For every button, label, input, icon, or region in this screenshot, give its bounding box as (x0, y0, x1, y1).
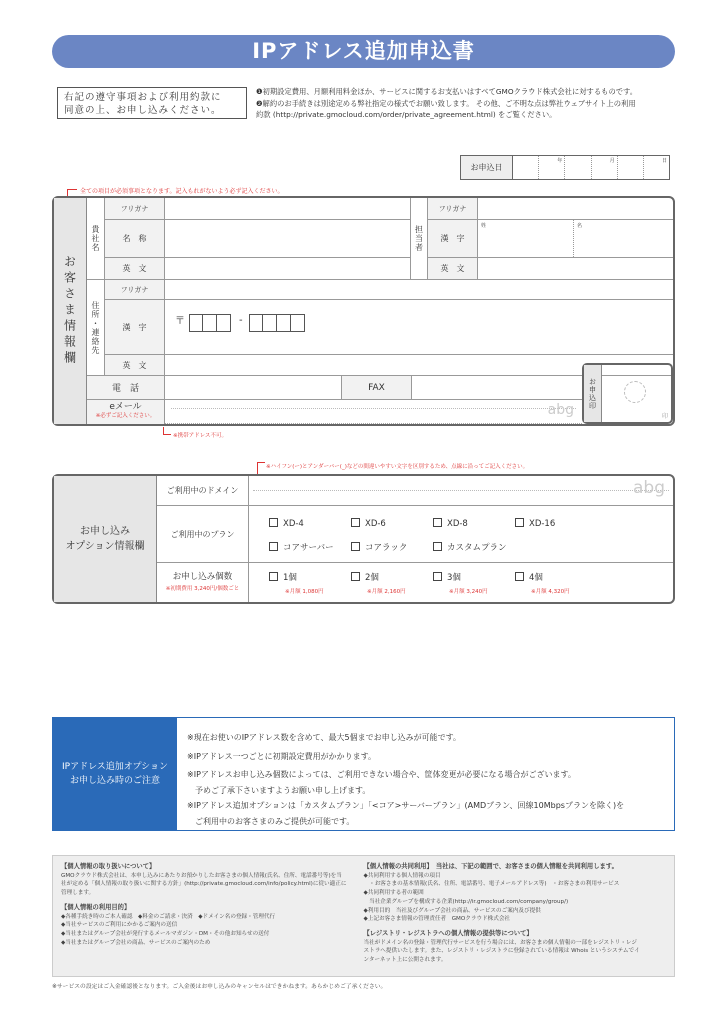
options-title-line: オプション情報欄 (65, 541, 145, 552)
email-guide-line (171, 408, 576, 409)
address-kanji-input[interactable] (165, 300, 673, 354)
privacy-heading: 【個人情報の取り扱いについて】 (61, 863, 156, 870)
mobile-note: ※携帯アドレス不可。 (173, 433, 227, 439)
postal-digit-box[interactable] (217, 314, 231, 332)
postal-digit-box[interactable] (203, 314, 217, 332)
month-mark: 月 (609, 158, 615, 164)
name-divider (573, 220, 574, 257)
address-furigana-input[interactable] (165, 280, 673, 299)
checkbox[interactable] (269, 572, 278, 581)
privacy-text: ストラへ提供いたします。また、レジストリ・レジストラに登録されている情報は Whois というシステムでイ (363, 948, 640, 955)
plan-label: ご利用中のプラン (157, 506, 249, 562)
domain-input[interactable] (249, 476, 673, 505)
checkbox[interactable] (433, 572, 442, 581)
company-furigana-input[interactable] (165, 198, 410, 219)
email-required-note: ※必ずご記入ください。 (95, 413, 156, 419)
caution-line: ※IPアドレス一つごとに初期設定費用がかかります。 (187, 751, 377, 761)
abg-guide: abg (547, 402, 574, 418)
application-date (460, 155, 670, 180)
company-english-input[interactable] (165, 258, 410, 279)
plan-core-server[interactable] (269, 541, 334, 553)
email-label-cell (87, 400, 165, 424)
count-row (157, 563, 673, 602)
notes (256, 86, 686, 121)
contact-english-row (428, 258, 673, 280)
caution-line: ※IPアドレス追加オプションは「カスタムプラン」「<コア>サーバープラン」(AMDプラン、回線10Mbpsプランを除く)を (187, 801, 625, 810)
plan-xd6[interactable] (351, 518, 386, 529)
seal-box[interactable] (602, 365, 671, 422)
postal-digit-box[interactable] (291, 314, 305, 332)
seal-mark: 印 (661, 413, 668, 420)
note-line: ❶初期設定費用、月額利用料金ほか、サービスに関するお支払いはすべてGMOクラウド株式会社に対するものです。 (256, 87, 638, 96)
privacy-text: ◆当社またはグループ会社が発行するメールマガジン・DM・その他お知らせの送付 (61, 930, 270, 937)
postal-boxes-1 (189, 314, 231, 332)
caution-head-line: お申し込み時のご注意 (69, 776, 160, 786)
checkbox[interactable] (351, 518, 360, 527)
note-line: 約款 (http://private.gmocloud.com/order/private_agreement.html) をご覧ください。 (256, 110, 557, 119)
count-1[interactable] (269, 571, 297, 583)
mobile-bracket (163, 427, 171, 435)
count-options (249, 563, 673, 602)
count-2[interactable] (351, 571, 379, 583)
date-label: お申込日 (461, 156, 513, 179)
domain-row (157, 476, 673, 506)
company-rows (105, 198, 410, 280)
postal-digit-box[interactable] (277, 314, 291, 332)
domain-abg-guide: abg (633, 478, 665, 498)
intro-line: 右記の遵守事項および利用約款に (64, 92, 222, 103)
privacy-text: ◆当社またはグループ会社の商品、サービスのご案内のため (61, 939, 211, 946)
company-group (87, 198, 105, 280)
plan-custom[interactable] (433, 541, 507, 553)
plan-core-rack[interactable] (351, 541, 407, 553)
privacy-heading: 【個人情報の共同利用】 当社は、下記の範囲で、お客さまの個人情報を共同利用します。 (363, 863, 618, 870)
customer-section-title: お客さま情報欄 (62, 255, 77, 367)
date-month-cell[interactable] (592, 156, 618, 179)
customer-section (52, 196, 675, 426)
address-group (87, 280, 105, 376)
fax-input[interactable] (412, 376, 582, 399)
agreement-intro (57, 87, 247, 119)
plan-label-text: XD-4 (283, 519, 304, 529)
contact-kanji-input[interactable] (478, 220, 673, 257)
count-text: 3個 (447, 573, 461, 583)
english-label: 英 文 (105, 258, 165, 279)
day-mark: 日 (662, 158, 668, 164)
plan-xd8[interactable] (433, 518, 468, 529)
seal-circle (624, 381, 646, 403)
privacy-heading: 【レジストリ・レジストラへの個人情報の提供等について】 (363, 929, 533, 937)
address-group-label: 住所・連絡先 (91, 300, 100, 355)
caution-line: ご利用中のお客さまのみご提供が可能です。 (187, 816, 355, 826)
footer-note: ※サービスの設定はご入金確認後となります。ご入金後はお申し込みのキャンセルはできかねます。あらかじめご了承ください。 (52, 984, 387, 990)
privacy-left (61, 862, 364, 970)
plan-xd16[interactable] (515, 518, 555, 529)
count-text: 2個 (365, 573, 379, 583)
postal-digit-box[interactable] (263, 314, 277, 332)
plan-label-text: XD-6 (365, 519, 386, 529)
count-label: お申し込み個数 (172, 571, 233, 582)
required-note: 全ての項目が必須事項となります。記入もれがないよう必ず記入ください。 (80, 188, 284, 195)
phone-label: 電 話 (87, 376, 165, 399)
options-section (52, 474, 675, 604)
privacy-text: 当社企業グループを構成する企業(http://ir.gmocloud.com/company/group/) (363, 898, 569, 905)
postal-dash: - (239, 315, 243, 326)
email-label: eメール (109, 402, 142, 412)
count-text: 1個 (283, 573, 297, 583)
caution-head (53, 718, 177, 830)
options-section-label (54, 476, 157, 602)
contact-rows (428, 198, 673, 280)
checkbox[interactable] (433, 518, 442, 527)
seal-area (582, 363, 673, 424)
address-kanji-label: 漢 字 (105, 300, 165, 354)
plan-options (249, 506, 673, 562)
caution-box (52, 717, 675, 831)
caution-line: ※IPアドレスお申し込み個数によっては、ご利用できない場合や、筐体変更が必要になる場合がございます。 (187, 770, 576, 779)
options-title-line: お申し込み (80, 526, 130, 537)
company-furigana-row (105, 198, 410, 220)
domain-label: ご利用中のドメイン (157, 476, 249, 505)
contact-group-label: 担当者 (414, 225, 424, 252)
plan-label-text: カスタムプラン (447, 543, 507, 553)
address-english-label: 英 文 (105, 355, 165, 375)
domain-guide-line (253, 490, 669, 491)
caution-line: 予めご了承下さいますようお願い申し上げます。 (187, 785, 371, 795)
checkbox[interactable] (269, 518, 278, 527)
privacy-right (364, 862, 667, 970)
plan-xd4[interactable] (269, 518, 304, 529)
count-price: ※月額 3,240円 (449, 589, 488, 595)
privacy-box (52, 855, 675, 977)
contact-furigana-input[interactable] (478, 198, 673, 219)
privacy-text: ンターネット上に公開されます。 (363, 957, 447, 964)
fax-label: FAX (342, 376, 412, 399)
postal-digit-box[interactable] (189, 314, 203, 332)
checkbox[interactable] (351, 542, 360, 551)
contact-kanji-row (428, 220, 673, 258)
date-day-cell[interactable] (644, 156, 669, 179)
year-mark: 年 (557, 158, 563, 164)
seal-label: お申込印 (588, 377, 597, 410)
plan-row (157, 506, 673, 563)
postal-boxes-2 (249, 314, 305, 332)
hyphen-bracket (257, 462, 265, 474)
privacy-text: ◆上記お客さま情報の管理責任者 GMOクラウド株式会社 (363, 916, 511, 923)
email-input[interactable] (165, 400, 582, 424)
privacy-heading: 【個人情報の利用目的】 (61, 903, 131, 911)
date-year-cell[interactable] (513, 156, 539, 179)
privacy-text: ◆各種手続き時のご本人確認 ◆料金のご請求・決済 ◆ドメイン名の登録・管理代行 (61, 913, 276, 920)
postal-digit-box[interactable] (249, 314, 263, 332)
contact-english-input[interactable] (478, 258, 673, 279)
count-label-cell (157, 563, 249, 602)
privacy-text: ◆利用目的 当社及びグループ会社の商品、サービスのご案内及び提供 (363, 907, 541, 914)
address-furigana-label: フリガナ (105, 280, 165, 299)
checkbox[interactable] (269, 542, 278, 551)
contact-furigana-label: フリガナ (428, 198, 478, 219)
count-price: ※月額 2,160円 (367, 589, 406, 595)
phone-row (87, 376, 582, 400)
privacy-text: 社が定める「個人情報の取り扱いに関する方針」(http://private.gmocloud.com/info/policy.html)に従い適正に (61, 881, 347, 888)
address-rows (105, 280, 673, 376)
note-line: ❷解約のお手続きは別途定める弊社指定の様式でお願い致します。 その他、ご不明な点は弊社ウェブサイト上の利用 (256, 98, 636, 108)
count-4[interactable] (515, 571, 543, 583)
company-name-row (105, 220, 410, 258)
contact-english-label: 英 文 (428, 258, 478, 279)
seal-label-cell (584, 365, 602, 422)
caution-head-line: IPアドレス追加オプション (61, 762, 168, 772)
date-year-cell[interactable] (539, 156, 565, 179)
name-label: 名 称 (105, 220, 165, 257)
mei-mark: 名 (577, 223, 583, 229)
count-text: 4個 (529, 573, 543, 583)
date-month-cell[interactable] (565, 156, 591, 179)
address-furigana-row (105, 280, 673, 300)
count-note: ※初期費用 3,240円/個数ごと (165, 585, 240, 592)
caution-body (177, 718, 674, 830)
phone-input[interactable] (165, 376, 342, 399)
company-english-row (105, 258, 410, 280)
contact-kanji-label: 漢 字 (428, 220, 478, 257)
plan-label-text: XD-8 (447, 519, 468, 529)
contact-furigana-row (428, 198, 673, 220)
caution-line: ※現在お使いのIPアドレス数を含めて、最大5個までお申し込みが可能です。 (187, 733, 461, 742)
postal-mark: 〒 (175, 316, 185, 327)
privacy-text: 当社がドメイン名の登録・管理代行サービスを行う場合には、お客さまの個人情報の一部をレジストリ・レジ (363, 939, 637, 946)
privacy-text: 管理します。 (61, 890, 95, 897)
date-day-cell[interactable] (618, 156, 644, 179)
privacy-text: ◆共同利用する者の範囲 (363, 890, 424, 897)
checkbox[interactable] (515, 572, 524, 581)
count-price: ※月額 1,080円 (285, 589, 324, 595)
customer-section-label (54, 198, 87, 424)
sei-mark: 姓 (481, 223, 487, 229)
address-kanji-row (105, 300, 673, 355)
plan-label-text: コアラック (365, 543, 408, 553)
email-row (87, 400, 582, 424)
page-title: IPアドレス追加申込書 (52, 35, 675, 68)
count-3[interactable] (433, 571, 461, 583)
checkbox[interactable] (515, 518, 524, 527)
hyphen-note: ※ハイフン(ー)とアンダーバー(_)などの間違いやすい文字を区別するため、点線に沿ってご記入ください。 (266, 464, 529, 470)
privacy-text: GMOクラウド株式会社は、本申し込みにあたりお預かりしたお客さまの個人情報(氏名、住所、電話番号等)を当 (61, 872, 342, 879)
intro-line: 同意の上、お申し込みください。 (64, 105, 222, 116)
checkbox[interactable] (433, 542, 442, 551)
privacy-text: ・お客さまの基本情報(氏名、住所、電話番号、電子メールアドレス等) ・お客さまの利用サービス (363, 881, 620, 888)
furigana-label: フリガナ (105, 198, 165, 219)
plan-label-text: コアサーバー (283, 543, 334, 553)
privacy-text: ◆当社サービスのご利用にかかるご案内の送信 (61, 922, 178, 929)
contact-group (410, 198, 428, 280)
privacy-text: ◆共同利用する個人情報の項目 (363, 872, 441, 879)
company-name-input[interactable] (165, 220, 410, 257)
company-group-label: 貴社名 (91, 225, 100, 252)
count-price: ※月額 4,320円 (531, 589, 570, 595)
checkbox[interactable] (351, 572, 360, 581)
plan-label-text: XD-16 (529, 519, 556, 529)
